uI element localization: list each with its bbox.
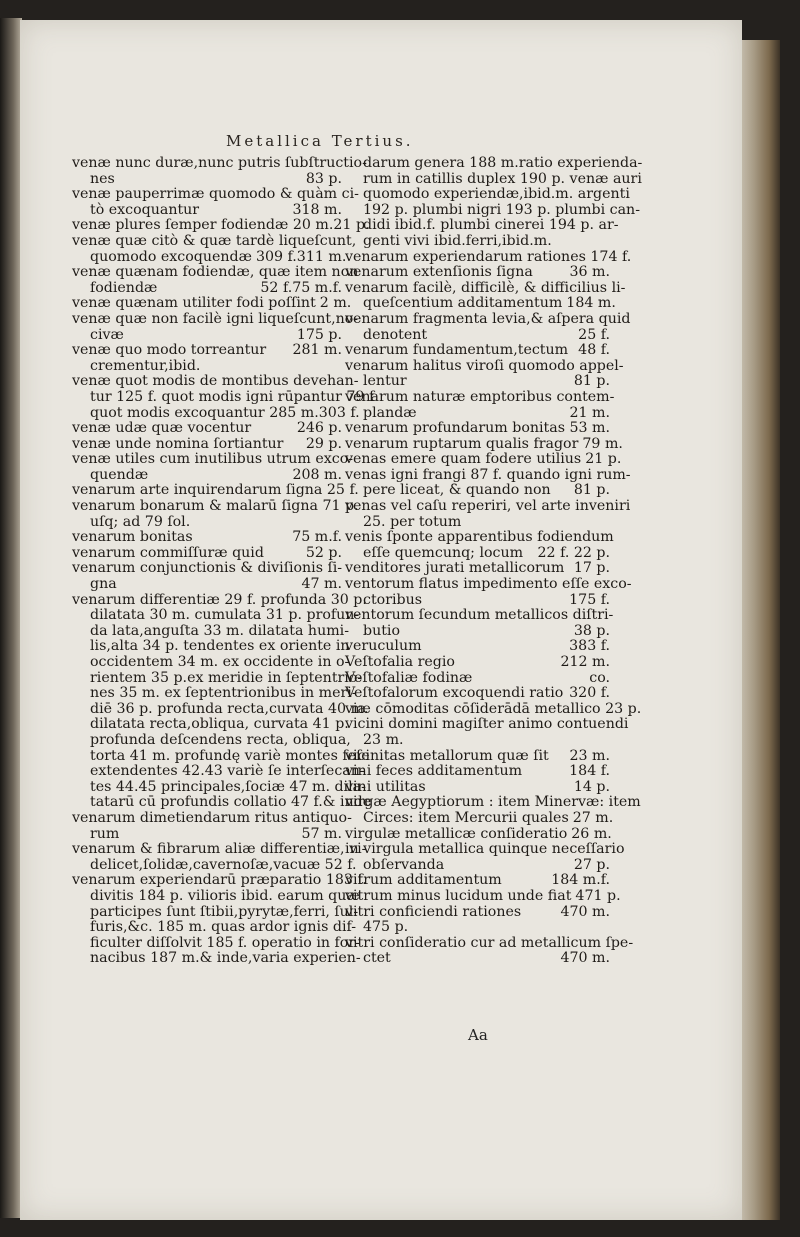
index-entry-line xyxy=(345,451,622,468)
index-entry-text: ventorum flatus impedimento eſſe exco- xyxy=(345,576,632,593)
index-page-reference: 23 m. xyxy=(569,747,610,764)
index-page-reference: 184 m. xyxy=(566,295,616,312)
signature-mark: Aa xyxy=(468,1026,488,1044)
index-entry-text: venarum ruptarum qualis fragor xyxy=(345,435,579,452)
index-page-reference: 2 m. xyxy=(319,295,352,312)
index-entry-text: venis ſponte apparentibus fodiendum xyxy=(345,529,614,546)
index-entry-text: Veſtofaliæ fodinæ xyxy=(345,669,473,686)
index-page-reference: 184 m.f. xyxy=(551,872,610,889)
index-page-reference: 318 m. xyxy=(292,201,342,218)
index-page-reference: 36 m. xyxy=(569,264,610,281)
index-entry-line xyxy=(72,685,357,702)
index-entry-text: venæ quænam fodiendæ, quæ item non xyxy=(72,264,359,281)
index-entry-line xyxy=(72,638,350,655)
index-entry-line xyxy=(345,466,631,484)
index-entry-line xyxy=(72,451,354,468)
index-page-reference: 75 m.f. xyxy=(292,529,342,546)
index-entry-text: tur 125 f. quot modis igni rūpantur 79 f xyxy=(90,388,375,405)
index-entry-text: denotent xyxy=(363,326,428,343)
index-entry-text: venarum experiendarum rationes 174 f. xyxy=(345,248,632,265)
index-entry-line xyxy=(345,406,610,422)
index-entry-line xyxy=(72,310,359,328)
index-page-reference: 14 p. xyxy=(573,778,610,795)
index-entry-text: venæ plures ſemper fodiendæ 20 m.21 p. xyxy=(72,217,370,234)
index-entry-line xyxy=(345,343,610,359)
index-entry-line xyxy=(72,577,342,593)
index-entry-text: queſcentium additamentum xyxy=(363,295,563,312)
index-entry-text: vitri conficiendi rationes xyxy=(345,903,522,920)
index-entry-text: quomodo experiendæ,ibid.m. argenti xyxy=(363,186,630,203)
index-page-reference: 25 f. xyxy=(578,326,610,343)
index-entry-text: nacibus 187 m.& inde,varia experien- xyxy=(90,950,361,967)
index-entry-text: venæ utiles cum inutilibus utrum exco- xyxy=(72,451,354,468)
index-entry-text: venæ unde nomina ſortiantur xyxy=(72,435,284,452)
index-entry-line xyxy=(72,763,365,780)
index-entry-line xyxy=(72,373,359,390)
index-entry-line xyxy=(72,778,366,796)
index-entry-text: venarum bonitas xyxy=(72,529,193,546)
index-entry-line xyxy=(72,498,359,515)
index-entry-line xyxy=(72,747,370,765)
index-entry-text: rientem 35 p.ex meridie in ſeptentrio- xyxy=(90,669,363,686)
index-page-reference: 281 m. xyxy=(292,342,342,359)
index-entry-line xyxy=(345,716,629,733)
index-entry-line xyxy=(345,217,619,234)
index-page-reference: 383 f. xyxy=(569,638,610,655)
index-entry-text: nes 35 m. ex ſeptentrionibus in meri- xyxy=(90,685,357,702)
index-entry-text: venarum arte inquirendarum ſigna 25 f. xyxy=(72,482,359,499)
book-spine-edge xyxy=(0,18,22,1218)
index-column-left xyxy=(72,155,375,967)
index-page-reference: 29 p. xyxy=(305,435,342,452)
index-page-reference: 52 p. xyxy=(305,544,342,561)
index-entry-line xyxy=(72,530,342,546)
index-entry-text: venarum naturæ emptoribus contem- xyxy=(345,388,615,405)
index-entry-text: rum in catillis duplex 190 p. venæ auri xyxy=(363,170,642,187)
index-entry-line xyxy=(72,841,367,858)
index-entry-line xyxy=(345,920,610,936)
index-entry-text: venarum extenſionis ſigna xyxy=(345,264,533,281)
index-entry-text: venæ quænam utiliter fodi poſſint xyxy=(72,295,316,312)
index-entry-line xyxy=(345,700,642,718)
index-page-reference: 52 f.75 m.f. xyxy=(260,279,342,296)
index-entry-text: virgæ Aegyptiorum : item Minervæ: item xyxy=(345,794,641,811)
index-page-reference: 17 p. xyxy=(573,560,610,577)
index-entry-text: fodiendæ xyxy=(90,279,158,296)
index-entry-text: vitrum additamentum xyxy=(345,872,502,889)
index-entry-text: venarum fundamentum,tectum xyxy=(345,342,569,359)
index-page-reference: 208 m. xyxy=(292,466,342,483)
index-entry-line xyxy=(345,561,610,577)
index-entry-line xyxy=(345,686,610,702)
index-entry-line xyxy=(72,186,359,203)
index-entry-line xyxy=(72,950,361,967)
index-entry-text: venarum experiendarū præparatio 183 f. xyxy=(72,872,367,889)
index-entry-line xyxy=(345,764,610,780)
index-entry-line xyxy=(72,716,349,733)
index-entry-line xyxy=(72,404,360,422)
index-entry-text: venæ udæ quæ vocentur xyxy=(72,420,252,437)
index-entry-line xyxy=(72,622,349,640)
index-entry-text: dilatata recta,obliqua, curvata 41 p. xyxy=(90,716,349,733)
index-column-right xyxy=(345,155,643,967)
index-entry-text: venæ nunc duræ,nunc putris ſubſtructio- xyxy=(72,155,367,171)
index-entry-text: venarum facilè, difficilè, & difficilius li- xyxy=(345,279,626,296)
index-entry-text: 192 p. plumbi nigri 193 p. plumbi can- xyxy=(363,201,640,218)
index-entry-text: veruculum xyxy=(345,638,422,655)
index-entry-text: venæ quæ citò & quæ tardè liqueſcunt, xyxy=(72,232,357,249)
index-entry-line xyxy=(345,435,623,453)
index-entry-line xyxy=(72,700,369,718)
index-entry-text: venditores jurati metallicorum xyxy=(345,560,565,577)
index-entry-text: venarum conjunctionis & diviſionis ſi- xyxy=(72,560,343,577)
index-entry-line xyxy=(345,186,630,203)
index-page-reference: 21 m. xyxy=(569,404,610,421)
index-entry-text: diē 36 p. profunda recta,curvata 40 m. xyxy=(90,700,369,717)
index-page-reference: 53 m. xyxy=(569,420,610,437)
index-entry-line xyxy=(345,295,616,312)
index-entry-text: viæ cōmoditas cōſiderādā metallico 23 p. xyxy=(345,700,642,717)
index-entry-line xyxy=(345,515,610,531)
index-entry-text: dilatata 30 m. cumulata 31 p. profun- xyxy=(90,607,360,624)
index-entry-line xyxy=(345,357,624,375)
index-page-reference: 175 f. xyxy=(569,591,610,608)
index-entry-line xyxy=(345,248,632,266)
index-entry-text: civæ xyxy=(90,326,124,343)
index-page-reference: 81 p. xyxy=(573,482,610,499)
index-entry-text: Veſtofalorum excoquendi ratio xyxy=(345,685,564,702)
index-entry-line xyxy=(72,437,342,453)
index-entry-text: participes ſunt ſtibii,pyrytæ,ferri, ſul- xyxy=(90,903,359,920)
index-entry-text: pere liceat, & quando non xyxy=(363,482,551,499)
index-entry-text: eſſe quemcunq; locum xyxy=(363,544,524,561)
index-page-reference: 57 m. xyxy=(301,825,342,842)
index-entry-line xyxy=(72,654,350,671)
index-page-reference: 471 p. xyxy=(575,887,621,904)
index-entry-text: venæ quot modis de montibus devehan- xyxy=(72,373,359,390)
index-entry-line xyxy=(345,809,614,827)
index-entry-line xyxy=(345,655,610,671)
index-entry-text: profunda deſcendens recta, obliqua, xyxy=(90,731,351,748)
index-entry-text: tatarū cū profundis collatio 47 f.& inde xyxy=(90,794,372,811)
index-page-reference: 48 f. xyxy=(578,342,610,359)
index-entry-line xyxy=(345,170,642,188)
index-entry-text: didi ibid.f. plumbi cinerei 194 p. ar- xyxy=(363,217,619,234)
index-entry-text: rum xyxy=(90,825,120,842)
index-entry-line xyxy=(345,576,632,593)
index-entry-text: Veſtofalia regio xyxy=(345,654,455,670)
index-entry-line xyxy=(345,155,643,172)
index-entry-line xyxy=(72,155,367,172)
index-entry-text: vicinitas metallorum quæ ſit xyxy=(345,747,549,764)
index-page-reference: 470 m. xyxy=(560,950,610,967)
index-entry-text: venas emere quam fodere utilius xyxy=(345,451,582,468)
index-entry-line xyxy=(345,780,610,796)
index-entry-text: plandæ xyxy=(363,404,417,421)
index-entry-text: venæ quo modo torreantur xyxy=(72,342,267,359)
index-entry-text: venarum commiſſuræ quid xyxy=(72,544,264,561)
index-entry-text: 23 m. xyxy=(363,731,404,748)
index-entry-line xyxy=(345,388,615,406)
index-entry-line xyxy=(345,593,610,609)
index-entry-line xyxy=(72,203,342,219)
index-entry-line xyxy=(345,887,621,905)
index-entry-line xyxy=(345,841,625,858)
index-entry-text: in virgula metallica quinque neceſſario xyxy=(345,841,625,858)
index-entry-text: quomodo excoquendæ xyxy=(90,248,252,265)
index-entry-line xyxy=(72,515,342,531)
index-entry-line xyxy=(345,733,610,749)
index-page-reference: 38 p. xyxy=(573,622,610,639)
index-entry-line xyxy=(345,639,610,655)
index-entry-line xyxy=(72,934,360,952)
index-entry-line xyxy=(345,310,631,328)
index-entry-text: venarum bonarum & malarū ſigna 71 p. xyxy=(72,498,359,515)
index-entry-text: lentur xyxy=(363,373,407,390)
index-entry-text: venarum halitus viroſi quomodo appel- xyxy=(345,357,624,374)
index-entry-line xyxy=(72,856,357,874)
index-entry-line xyxy=(72,669,363,687)
index-entry-line xyxy=(72,482,359,499)
index-entry-text: nes xyxy=(90,170,115,187)
page-edges-stack xyxy=(736,40,780,1220)
index-entry-text: venæ quæ non facilè igni liqueſcunt,no- xyxy=(72,310,359,327)
index-entry-text: venæ pauperrimæ quomodo & quàm ci- xyxy=(72,186,359,203)
index-entry-line xyxy=(345,858,610,874)
index-entry-line xyxy=(345,265,610,281)
index-entry-line xyxy=(345,905,610,921)
index-entry-text: uſq; ad 79 ſol. xyxy=(90,513,191,530)
index-entry-line xyxy=(72,388,375,406)
index-entry-text: venarum differentiæ 29 f. profunda 30 p. xyxy=(72,591,367,608)
index-page-reference: 309 f.311 m. xyxy=(255,248,347,265)
index-entry-line xyxy=(72,561,342,577)
index-entry-text: vini utilitas xyxy=(345,778,426,795)
index-entry-line xyxy=(345,498,631,515)
index-entry-line xyxy=(72,731,351,749)
index-entry-text: butio xyxy=(363,622,400,639)
index-entry-line xyxy=(72,903,359,921)
index-entry-line xyxy=(72,295,352,312)
index-entry-line xyxy=(345,873,610,889)
index-page-reference: 26 m. xyxy=(571,825,612,842)
index-page-reference: 47 m. xyxy=(301,576,342,593)
index-entry-line xyxy=(72,359,342,375)
index-entry-text: delicet,ſolidæ,cavernoſæ,vacuæ 52 f. xyxy=(90,856,357,873)
index-entry-line xyxy=(72,827,342,843)
index-entry-line xyxy=(345,671,610,687)
index-entry-text: venarum profundarum bonitas xyxy=(345,420,565,437)
index-entry-line xyxy=(345,827,610,843)
index-entry-text: venarum & fibrarum aliæ differentiæ, vi- xyxy=(72,841,367,858)
index-page-reference: 212 m. xyxy=(560,654,610,670)
index-entry-line xyxy=(345,234,610,250)
index-entry-text: ventorum ſecundum metallicos diſtri- xyxy=(345,607,614,624)
index-entry-text: Circes: item Mercurii quales xyxy=(363,809,569,826)
index-entry-line xyxy=(345,279,626,297)
index-entry-line xyxy=(72,248,347,266)
index-entry-line xyxy=(72,872,367,889)
index-entry-text: gna xyxy=(90,576,117,593)
index-entry-text: 25. per totum xyxy=(363,513,462,530)
index-entry-text: venarum dimetiendarum ritus antiquo- xyxy=(72,809,352,826)
index-entry-line xyxy=(72,591,367,609)
index-entry-line xyxy=(72,887,360,905)
index-entry-text: divitis 184 p. vilioris ibid. earum quæ xyxy=(90,887,360,904)
index-entry-line xyxy=(72,809,352,827)
index-entry-line xyxy=(72,546,342,562)
index-entry-line xyxy=(72,172,342,188)
index-entry-text: quot modis excoquantur 285 m.303 f. xyxy=(90,404,360,421)
index-page-reference: co. xyxy=(589,669,610,686)
index-entry-line xyxy=(345,529,614,546)
index-entry-line xyxy=(345,201,640,219)
index-entry-text: quendæ xyxy=(90,466,149,483)
index-entry-line xyxy=(345,483,610,499)
index-page-reference: 27 p. xyxy=(573,856,610,873)
index-entry-text: lis,alta 34 p. tendentes ex oriente in xyxy=(90,638,350,655)
index-page-reference: 175 p. xyxy=(296,326,342,343)
index-entry-text: 475 p. xyxy=(363,919,409,936)
index-entry-line xyxy=(72,264,359,281)
index-entry-text: ficulter diſſolvit 185 f. operatio in for- xyxy=(90,934,360,951)
index-page-reference: 27 m. xyxy=(572,809,614,826)
index-entry-line xyxy=(72,232,357,250)
index-entry-line xyxy=(72,343,342,359)
index-entry-text: furis,&c. 185 m. quas ardor ignis dif- xyxy=(90,919,357,936)
index-entry-line xyxy=(345,749,610,765)
index-page-reference: 79 m. xyxy=(582,435,623,452)
index-entry-text: da lata,anguſta 33 m. dilatata humi- xyxy=(90,622,349,639)
index-entry-text: vicini domini magiſter animo contuendi xyxy=(345,716,629,733)
index-page-reference: 184 f. xyxy=(569,763,610,780)
index-entry-text: virgulæ metallicæ conſideratio xyxy=(345,825,568,842)
index-entry-line xyxy=(345,607,614,624)
index-entry-line xyxy=(345,546,610,562)
index-page-reference: 246 p. xyxy=(296,420,342,437)
index-entry-text: venarum fragmenta levia,& aſpera quid xyxy=(345,310,631,327)
index-entry-text: vitrum minus lucidum unde fiat xyxy=(345,887,572,904)
index-entry-line xyxy=(72,919,357,936)
index-entry-text: vini feces additamentum xyxy=(345,763,523,780)
index-entry-line xyxy=(72,281,342,297)
index-entry-line xyxy=(345,374,610,390)
index-entry-text: obſervanda xyxy=(363,856,445,873)
index-entry-text: crementur,ibid. xyxy=(90,357,201,374)
index-entry-text: occidentem 34 m. ex occidente in o- xyxy=(90,654,350,670)
index-entry-text: tò excoquantur xyxy=(90,201,200,218)
index-entry-line xyxy=(72,421,342,437)
index-entry-text: torta 41 m. profundę variè montes ſeſe xyxy=(90,747,370,764)
index-page-reference: 81 p. xyxy=(573,373,610,390)
index-page-reference: 22 f. 22 p. xyxy=(537,544,610,561)
index-entry-line xyxy=(345,934,634,952)
index-entry-line xyxy=(345,794,641,811)
index-entry-text: darum genera 188 m.ratio experienda- xyxy=(363,155,643,171)
index-entry-text: extendentes 42.43 variè ſe interſecan- xyxy=(90,763,365,780)
index-entry-line xyxy=(345,421,610,437)
index-entry-text: venas vel caſu reperiri, vel arte inveniri xyxy=(345,498,631,515)
index-entry-line xyxy=(345,951,610,967)
index-entry-line xyxy=(72,794,372,811)
index-entry-text: tes 44.45 principales,ſociæ 47 m. dila- xyxy=(90,778,366,795)
index-entry-text: genti vivi ibid.ferri,ibid.m. xyxy=(363,232,552,249)
index-entry-line xyxy=(72,607,360,624)
index-page-reference: 320 f. xyxy=(569,685,610,702)
index-entry-line xyxy=(72,468,342,484)
running-header: Metallica Tertius. xyxy=(226,132,414,150)
index-entry-text: venas igni frangi 87 f. quando igni rum- xyxy=(345,466,631,483)
index-page-reference: 83 p. xyxy=(305,170,342,187)
index-page-reference: 21 p. xyxy=(585,451,622,468)
index-entry-line xyxy=(72,217,370,234)
index-entry-text: vitri conſideratio cur ad metallicum ſpe- xyxy=(345,934,634,951)
index-entry-text: ctet xyxy=(363,950,391,967)
index-page-reference: 470 m. xyxy=(560,903,610,920)
index-entry-line xyxy=(345,328,610,344)
index-entry-line xyxy=(72,328,342,344)
index-entry-line xyxy=(345,624,610,640)
index-entry-text: ctoribus xyxy=(363,591,423,608)
